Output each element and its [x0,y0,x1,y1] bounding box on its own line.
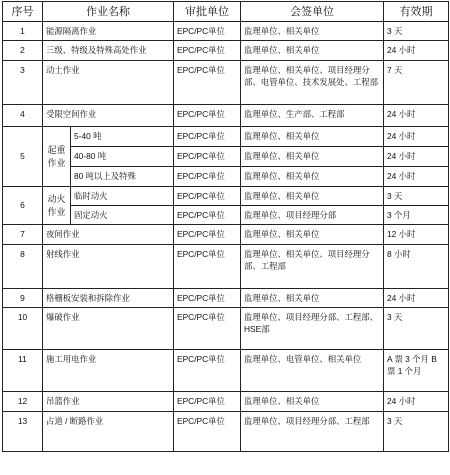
row-validity: 24 小时 [384,127,449,147]
row-validity: 12 小时 [384,225,449,245]
table-row [3,127,449,147]
row-approval: EPC/PC单位 [174,289,241,308]
table-row [3,289,449,308]
row-validity: 24 小时 [384,289,449,308]
row-cosign: 监理单位、相关单位、项目经理分部、工程部 [241,245,384,289]
row-validity: 7 天 [384,61,449,105]
row-approval: EPC/PC单位 [174,127,241,147]
row-subname: 80 吨以上及特殊 [71,167,174,187]
row-name: 三级、特级及特殊高处作业 [43,41,174,61]
row-validity: 3 天 [384,22,449,41]
row-name: 夜间作业 [43,225,174,245]
header-row [3,2,449,22]
row-no: 13 [3,412,43,452]
header-name: 作业名称 [43,2,174,22]
table-row [3,412,449,452]
row-approval: EPC/PC单位 [174,22,241,41]
row-validity: A 票 3 个月 B 票 1 个月 [384,350,449,392]
row-no: 12 [3,392,43,412]
row-validity: 24 小时 [384,105,449,127]
row-name: 受限空间作业 [43,105,174,127]
row-name: 爆破作业 [43,308,174,350]
row-approval: EPC/PC单位 [174,61,241,105]
table-row [3,308,449,350]
row-approval: EPC/PC单位 [174,350,241,392]
row-subname: 临时动火 [71,187,174,206]
row-validity: 24 小时 [384,392,449,412]
row-subname: 固定动火 [71,206,174,225]
row-approval: EPC/PC单位 [174,225,241,245]
row-cosign: 监理单位、项目经理分部、工程部 [241,412,384,452]
row-no: 4 [3,105,43,127]
row-validity: 24 小时 [384,41,449,61]
table-row [3,245,449,289]
table-row [3,41,449,61]
row-name: 吊篮作业 [43,392,174,412]
row-validity: 3 天 [384,308,449,350]
row-cosign: 监理单位、相关单位 [241,225,384,245]
row-group-name: 起重作业 [43,127,71,187]
row-cosign: 监理单位、相关单位 [241,127,384,147]
header-no: 序号 [3,2,43,22]
row-cosign: 监理单位、相关单位 [241,392,384,412]
row-cosign: 监理单位、相关单位 [241,289,384,308]
header-validity: 有效期 [384,2,449,22]
row-approval: EPC/PC单位 [174,147,241,167]
row-subname: 5-40 吨 [71,127,174,147]
row-validity: 24 小时 [384,167,449,187]
row-cosign: 监理单位、生产部、工程部 [241,105,384,127]
row-approval: EPC/PC单位 [174,41,241,61]
row-cosign: 监理单位、相关单位 [241,147,384,167]
table-row [3,392,449,412]
table-row [3,225,449,245]
row-no: 11 [3,350,43,392]
row-no: 7 [3,225,43,245]
row-cosign: 监理单位、电管单位、相关单位 [241,350,384,392]
row-approval: EPC/PC单位 [174,206,241,225]
row-name: 射线作业 [43,245,174,289]
row-approval: EPC/PC单位 [174,245,241,289]
header-cosign: 会签单位 [241,2,384,22]
row-approval: EPC/PC单位 [174,412,241,452]
row-cosign: 监理单位、相关单位 [241,22,384,41]
row-no: 5 [3,127,43,187]
row-cosign: 监理单位、项目经理分部、工程部、 HSE部 [241,308,384,350]
table-row [3,350,449,392]
row-subname: 40-80 吨 [71,147,174,167]
table-row [3,61,449,105]
row-cosign: 监理单位、项目经理分部 [241,206,384,225]
row-approval: EPC/PC单位 [174,308,241,350]
table-row [3,105,449,127]
row-no: 3 [3,61,43,105]
permit-table [2,1,449,452]
row-validity: 3 天 [384,412,449,452]
row-name: 施工用电作业 [43,350,174,392]
row-validity: 8 小时 [384,245,449,289]
row-validity: 3 天 [384,187,449,206]
row-no: 1 [3,22,43,41]
row-validity: 24 小时 [384,147,449,167]
row-group-name: 动火作业 [43,187,71,225]
row-cosign: 监理单位、相关单位 [241,187,384,206]
table-row [3,187,449,206]
row-approval: EPC/PC单位 [174,105,241,127]
row-name: 格栅板安装和拆除作业 [43,289,174,308]
row-cosign: 监理单位、相关单位、项目经理分部、电管单位、技术发展处、工程部 [241,61,384,105]
row-approval: EPC/PC单位 [174,392,241,412]
row-cosign: 监理单位、相关单位 [241,41,384,61]
row-no: 10 [3,308,43,350]
header-approval: 审批单位 [174,2,241,22]
row-name: 占道 / 断路作业 [43,412,174,452]
row-validity: 3 个月 [384,206,449,225]
row-approval: EPC/PC单位 [174,167,241,187]
row-approval: EPC/PC单位 [174,187,241,206]
table-row [3,22,449,41]
row-no: 6 [3,187,43,225]
row-cosign: 监理单位、相关单位 [241,167,384,187]
row-name: 动土作业 [43,61,174,105]
row-name: 能源隔离作业 [43,22,174,41]
row-no: 2 [3,41,43,61]
row-no: 8 [3,245,43,289]
row-no: 9 [3,289,43,308]
